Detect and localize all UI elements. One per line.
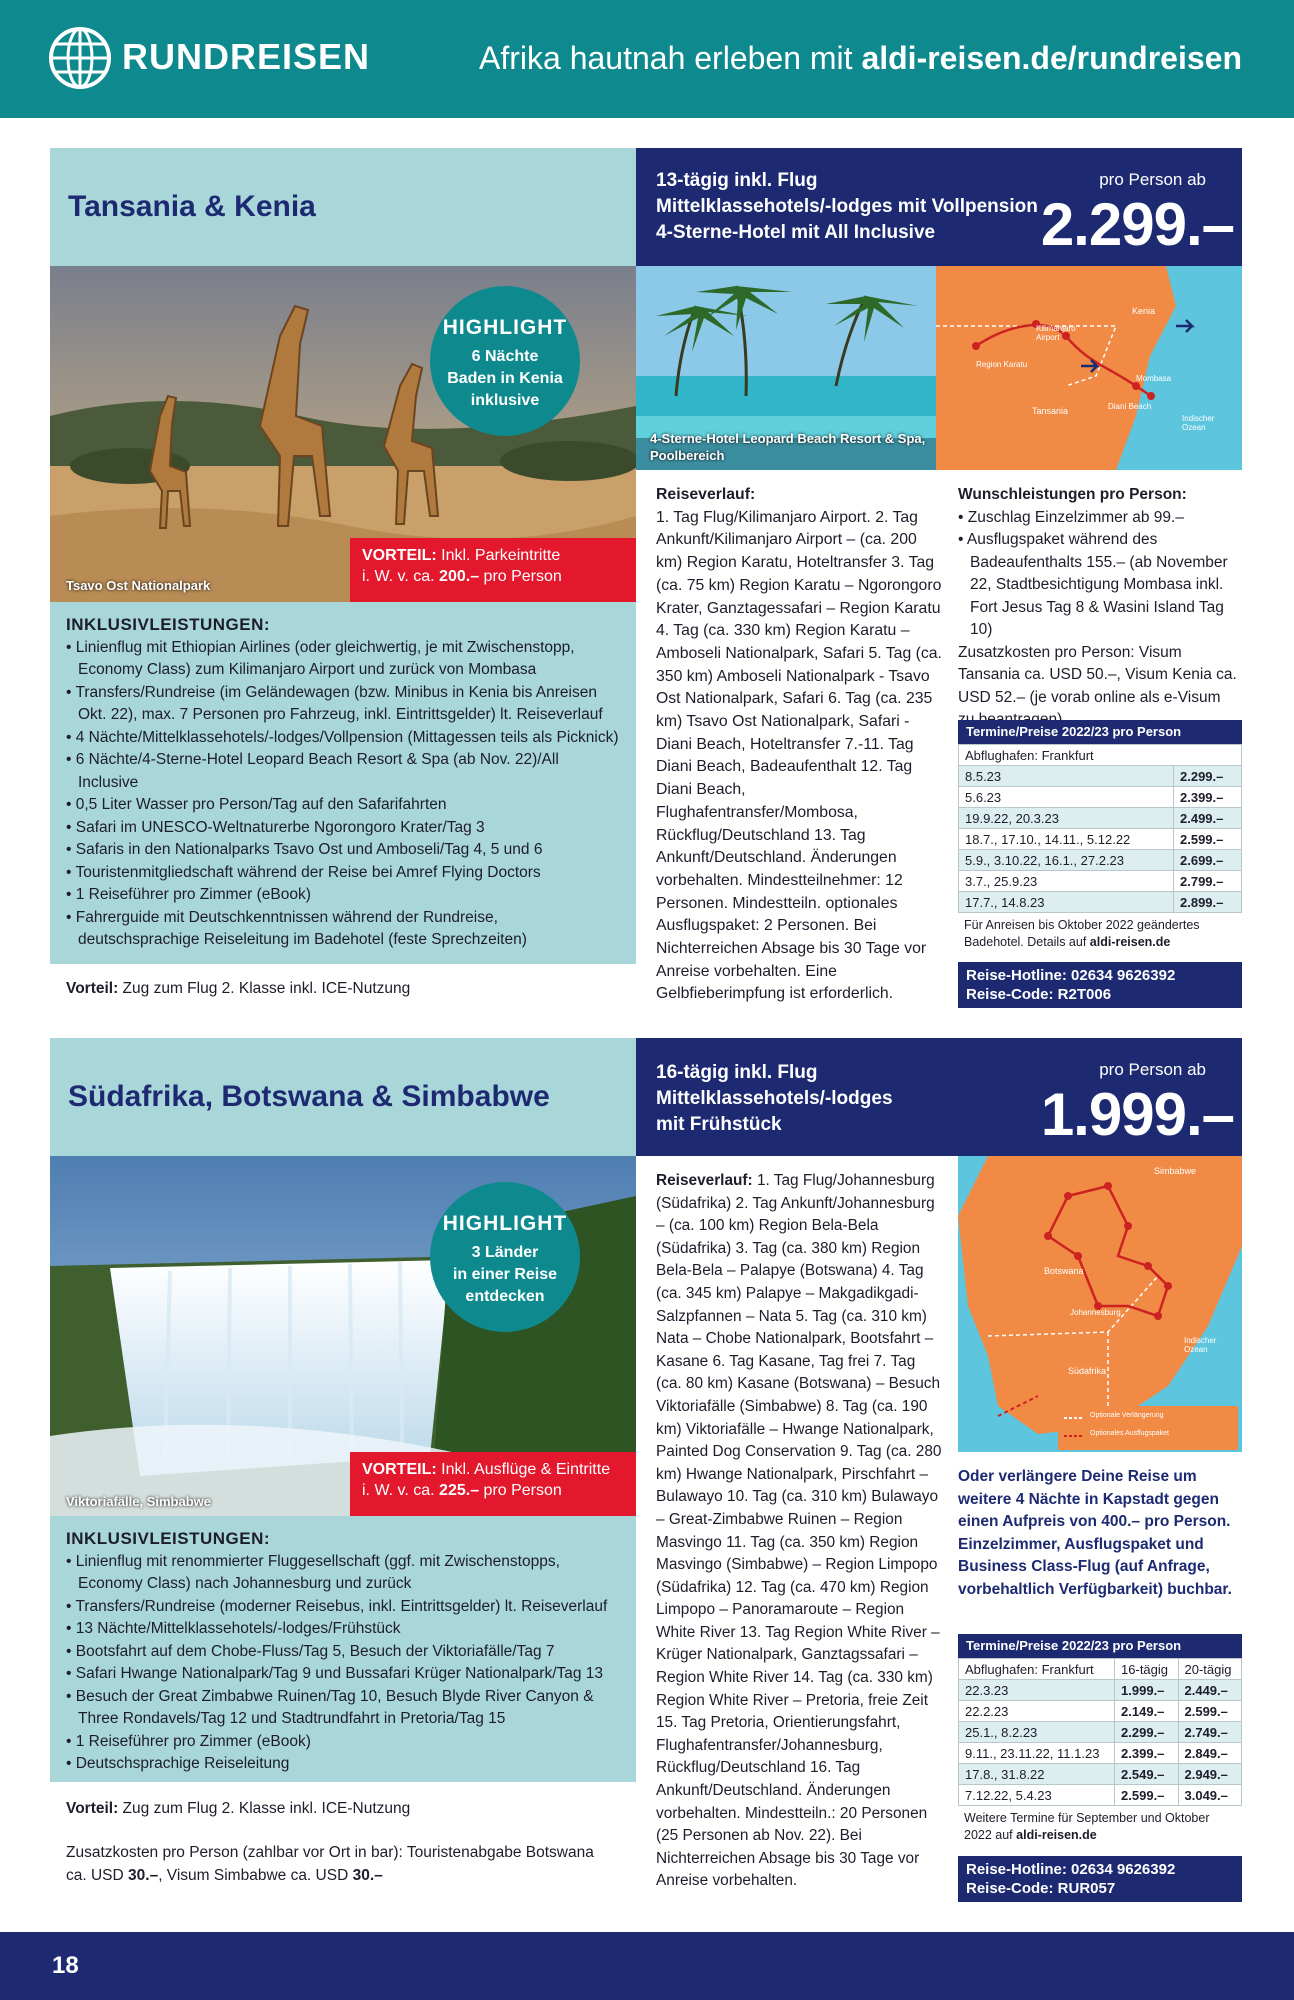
- trip2-duration-line-2: Mittelklassehotels/-lodges: [656, 1088, 893, 1109]
- table-cell: 18.7., 17.10., 14.11., 5.12.22: [959, 829, 1174, 850]
- trip2-itinerary-text: 1. Tag Flug/Johannesburg (Südafrika) 2. Tag Ankunft/Johannesburg – (ca. 100 km) Region Bela-Bela (Südafrika) 3. Tag (ca. 380 km) Region Bela-Bela – Palapye (Botswana) 4. Tag (ca. 345 km) Palapye – Makgadikgadi-Salzpfannen – Nata 5. Tag (ca. 310 km) Nata – Chobe Nationalpark, Bootsfahrt – Kasane 6. Tag Kasane, Tag frei 7. Tag (ca. 80 km) Kasane (Botswana) – Besuch Viktoriafälle (Simbabwe) 8. Tag (ca. 190 km) Viktoriafälle – Hwange Nationalpark, Painted Dog Conservation 9. Tag (ca. 280 km) Hwange Nationalpark, Pirschfahrt – Bulawayo 10. Tag (ca. 310 km) Bulawayo – Great-Zimbabwe Ruinen – Region Masvingo 11. Tag (ca. 350 km) Region Masvingo (Simbabwe) – Region Limpopo (Südafrika) 12. Tag (ca. 470 km) Region Limpopo – Panoramaroute – Region White River 13. Tag Region White River – Krüger Nationalpark, Ganztagssafari – Region White River 14. Tag (ca. 330 km) Region White River – Pretoria, freie Zeit 15. Tag Pretoria, Orientierungsfahrt, Flughafentransfer/Johannesburg, Rückflug/Deutschland 16. Tag Ankunft/Deutschland. Änderungen vorbehalten. Mindestteiln.: 20 Personen (25 Personen ab Nov. 22). Bei Nichterreichen Absage bis 30 Tage vor Anreise vorbehalten.: [656, 1172, 942, 1890]
- trip2-route-map: [958, 1156, 1242, 1452]
- table-row: [959, 829, 1242, 850]
- list-item: • Safaris in den Nationalparks Tsavo Ost und Amboseli/Tag 4, 5 und 6: [66, 839, 620, 862]
- trip1-inclusions: [50, 602, 636, 964]
- trip1-table-title: Termine/Preise 2022/23 pro Person: [958, 720, 1242, 744]
- map1-label-ocean: Indischer Ozean: [1182, 414, 1215, 432]
- table-cell: 2.299.–: [1115, 1722, 1178, 1743]
- table-row: [959, 766, 1242, 787]
- trip1-photo-caption: Tsavo Ost Nationalpark: [66, 578, 211, 593]
- trip2-title: Südafrika, Botswana & Simbabwe: [68, 1080, 550, 1113]
- trip2-extra-costs-a: 30.–: [128, 1866, 159, 1884]
- table-cell: 2.599.–: [1174, 829, 1242, 850]
- trip2-code: Reise-Code: RUR057: [966, 1880, 1116, 1897]
- trip1-vorteil-note-text: Zug zum Flug 2. Klasse inkl. ICE-Nutzung: [118, 980, 411, 997]
- table-cell: 22.2.23: [959, 1701, 1115, 1722]
- trip1-table-note-link[interactable]: aldi-reisen.de: [1089, 935, 1171, 949]
- map2-label-simbabwe: Simbabwe: [1154, 1166, 1197, 1176]
- trip2-table-title: Termine/Preise 2022/23 pro Person: [958, 1634, 1242, 1658]
- map1-label-kilimanjaro: Kilimanjaro Airport: [1036, 324, 1076, 342]
- trip1-itinerary: [656, 484, 942, 1006]
- list-item: • Deutschsprachige Reiseleitung: [66, 1753, 620, 1776]
- trip1-itinerary-title: Reiseverlauf:: [656, 486, 756, 503]
- trip2-itinerary: [656, 1170, 942, 1893]
- list-item: • 13 Nächte/Mittelklassehotels/-lodges/Frühstück: [66, 1618, 620, 1641]
- table-cell: 25.1., 8.2.23: [959, 1722, 1115, 1743]
- list-item: • Zuschlag Einzelzimmer ab 99.–: [958, 507, 1240, 530]
- map2-label-botswana: Botswana: [1044, 1266, 1084, 1276]
- table-row: [959, 1743, 1242, 1764]
- list-item: • 1 Reiseführer pro Zimmer (eBook): [66, 1731, 620, 1754]
- trip2-itinerary-title: Reiseverlauf:: [656, 1172, 753, 1189]
- table-cell: 1.999.–: [1115, 1680, 1178, 1701]
- table-cell: 2.399.–: [1174, 787, 1242, 808]
- trip1-price-label: pro Person ab: [1099, 170, 1206, 189]
- trip1-itinerary-text: 1. Tag Flug/Kilimanjaro Airport. 2. Tag Ankunft/Kilimanjaro Airport – (ca. 200 km) Region Karatu, Hoteltransfer 3. Tag (ca. 75 km) Region Karatu – Ngorongoro Krater, Ganztagessafari – Region Karatu 4. Tag (ca. 330 km) Region Karatu – Amboseli Nationalpark, Safari 5. Tag (ca. 350 km) Amboseli Nationalpark - Tsavo Ost Nationalpark, Safari 6. Tag (ca. 235 km) Tsavo Ost Nationalpark, Safari - Diani Beach, Hoteltransfer 7.-11. Tag Diani Beach, Badeaufenthalt 12. Tag Diani Beach, Flughafentransfer/Mombosa, Rückflug/Deutschland 13. Tag Ankunft/Deutschland. Änderungen vorbehalten. Mindestteilnehmer: 12 Personen. Mindestteiln. optionales Ausflugspaket: 2 Personen. Bei Nichterreichen Absage bis 30 Tage vor Anreise vorbehalten. Eine Gelbfieberimpfung ist erforderlich.: [656, 508, 942, 1003]
- tagline-link[interactable]: aldi-reisen.de/rundreisen: [861, 40, 1242, 76]
- trip1-duration-line-2: Mittelklassehotels/-lodges mit Vollpension: [656, 196, 1038, 217]
- list-item: • 0,5 Liter Wasser pro Person/Tag auf den Safarifahrten: [66, 794, 620, 817]
- table-cell: 19.9.22, 20.3.23: [959, 808, 1174, 829]
- trip2-photo-caption: Viktoriafälle, Simbabwe: [66, 1494, 211, 1509]
- table-header-cell: 16-tägig: [1115, 1659, 1178, 1680]
- trip1-price: 2.299.–: [1040, 191, 1234, 258]
- table-cell: 8.5.23: [959, 766, 1174, 787]
- list-item: • Transfers/Rundreise (moderner Reisebus, inkl. Eintrittsgelder) lt. Reiseverlauf: [66, 1596, 620, 1619]
- map2-legend-2: Optionales Ausflugspaket: [1090, 1430, 1169, 1437]
- table-row: [959, 808, 1242, 829]
- trip1-price-bar: [636, 148, 1242, 266]
- table-cell: 5.6.23: [959, 787, 1174, 808]
- table-cell: 17.8., 31.8.22: [959, 1764, 1115, 1785]
- map1-label-tansania: Tansania: [1032, 406, 1069, 416]
- map1-label-kenia: Kenia: [1132, 306, 1156, 316]
- table-cell: 2.699.–: [1174, 850, 1242, 871]
- map2-label-suedafrika: Südafrika: [1068, 1366, 1107, 1376]
- trip2-inclusions-list: [66, 1551, 620, 1776]
- table-row: [959, 1701, 1242, 1722]
- list-item: • Ausflugspaket während des Badeaufenthalts 155.– (ab November 22, Stadtbesichtigung Mombasa inkl. Fort Jesus Tag 8 & Wasini Island Tag 10): [958, 529, 1240, 642]
- table-cell: 3.7., 25.9.23: [959, 871, 1174, 892]
- trip2-highlight-badge: [430, 1182, 580, 1332]
- trip1-highlight-line-1: 6 Nächte: [471, 348, 539, 365]
- page-header: [0, 0, 1294, 118]
- table-cell: 3.049.–: [1178, 1785, 1242, 1806]
- trip1-code: Reise-Code: R2T006: [966, 986, 1112, 1003]
- table-cell: 2.449.–: [1178, 1680, 1242, 1701]
- table-cell: 2.849.–: [1178, 1743, 1242, 1764]
- map1-label-diani: Diani Beach: [1108, 402, 1152, 411]
- table-row: [959, 1722, 1242, 1743]
- table-cell: 5.9., 3.10.22, 16.1., 27.2.23: [959, 850, 1174, 871]
- list-item: • 4 Nächte/Mittelklassehotels/-lodges/Vollpension (Mittagessen teils als Picknick): [66, 727, 620, 750]
- table-row: [959, 1785, 1242, 1806]
- list-item: • Bootsfahrt auf dem Chobe-Fluss/Tag 5, Besuch der Viktoriafälle/Tag 7: [66, 1641, 620, 1664]
- list-item: • Linienflug mit Ethiopian Airlines (oder gleichwertig, je mit Zwischenstopp, Economy Class) zum Kilimanjaro Airport und zurück von Mombasa: [66, 637, 620, 682]
- trip1-hotel-caption: 4-Sterne-Hotel Leopard Beach Resort & Spa, Poolbereich: [650, 431, 926, 463]
- table-cell: 22.3.23: [959, 1680, 1115, 1701]
- trip2-table-note-text: Weitere Termine für September und Oktober 2022 auf: [964, 1811, 1210, 1842]
- trip2-vorteil-note-text: Zug zum Flug 2. Klasse inkl. ICE-Nutzung: [118, 1800, 411, 1817]
- trip2-hotline[interactable]: Reise-Hotline: 02634 9626392: [966, 1861, 1176, 1878]
- trip2-extra-costs-mid: , Visum Simbabwe ca. USD: [158, 1866, 353, 1884]
- trip2-table: [958, 1658, 1242, 1806]
- trip1-vorteil-badge: [350, 538, 636, 602]
- table-row: [959, 871, 1242, 892]
- trip2-hotline-box: [958, 1856, 1242, 1902]
- table-cell: 2.149.–: [1115, 1701, 1178, 1722]
- trip1-vorteil-text1: Inkl. Parkeintritte: [436, 547, 561, 564]
- trip1-vorteil-text2: i. W. v. ca.: [362, 568, 440, 585]
- trip1-duration-line-1: 13-tägig inkl. Flug: [656, 170, 818, 191]
- trip1-duration-line-3: 4-Sterne-Hotel mit All Inclusive: [656, 222, 936, 243]
- map2-label-ocean: Indischer Ozean: [1184, 1336, 1217, 1354]
- table-row: [959, 745, 1242, 766]
- list-item: • Safari im UNESCO-Weltnaturerbe Ngorongoro Krater/Tag 3: [66, 817, 620, 840]
- trip1-hotline-box: [958, 962, 1242, 1008]
- map2-label-johannesburg: Johannesburg: [1070, 1308, 1121, 1317]
- brand-title: RUNDREISEN: [122, 36, 371, 77]
- trip1-hotline[interactable]: Reise-Hotline: 02634 9626392: [966, 967, 1176, 984]
- table-row: [959, 850, 1242, 871]
- table-row: [959, 1680, 1242, 1701]
- trip2-inclusions: [50, 1516, 636, 1782]
- header-tagline[interactable]: [479, 40, 1242, 77]
- trip2-price: 1.999.–: [1040, 1081, 1234, 1148]
- trip1-table-sub: Abflughafen: Frankfurt: [959, 745, 1242, 766]
- trip1-extra-costs: Zusatzkosten pro Person: Visum Tansania ca. USD 50.–, Visum Kenia ca. USD 52.– (je vorab online als e-Visum: [958, 643, 1237, 706]
- trip1-duration: [656, 168, 1038, 246]
- trip2-vorteil-badge: [350, 1452, 636, 1516]
- trip2-extra-costs-pre: Zusatzkosten pro Person (zahlbar vor Ort in bar): Touristenabgabe Botswana ca. USD: [66, 1844, 594, 1884]
- trip1-table-note: [958, 913, 1242, 955]
- trip2-vorteil-note: [66, 1798, 626, 1821]
- trip1-highlight-line-2: Baden in Kenia: [447, 370, 563, 387]
- trip2-extra-costs: [66, 1842, 606, 1887]
- trip2-vorteil-text1: Inkl. Ausflüge & Eintritte: [436, 1461, 611, 1478]
- trip1-highlight-title: HIGHLIGHT: [442, 316, 568, 339]
- list-item: • 6 Nächte/4-Sterne-Hotel Leopard Beach Resort & Spa (ab Nov. 22)/All Inclusive: [66, 749, 620, 794]
- table-cell: 2.599.–: [1115, 1785, 1178, 1806]
- list-item: • Transfers/Rundreise (im Geländewagen (bzw. Minibus in Kenia bis Anreisen Okt. 22), max. 7 Personen pro Fahrzeug, inkl. Eintrittsgelder) lt. Reiseverlauf: [66, 682, 620, 727]
- table-cell: 2.599.–: [1178, 1701, 1242, 1722]
- trip2-title-bar: [50, 1038, 636, 1156]
- trip2-highlight-line-2: in einer Reise: [452, 1266, 558, 1283]
- globe-icon: [48, 26, 112, 90]
- trip1-inclusions-title: INKLUSIVLEISTUNGEN:: [66, 615, 271, 634]
- table-cell: 2.399.–: [1115, 1743, 1178, 1764]
- trip1-extras: [958, 484, 1240, 732]
- trip1-vorteil-text3: pro Person: [479, 568, 562, 585]
- table-cell: 2.549.–: [1115, 1764, 1178, 1785]
- map2-legend-1: Optionale Verlängerung: [1090, 1412, 1164, 1419]
- trip2-duration-line-1: 16-tägig inkl. Flug: [656, 1062, 818, 1083]
- trip2-highlight-line-3: entdecken: [465, 1288, 545, 1305]
- table-cell: 2.899.–: [1174, 892, 1242, 913]
- table-row: [959, 1764, 1242, 1785]
- map1-label-mombasa: Mombasa: [1136, 374, 1172, 383]
- page-number: 18: [52, 1952, 79, 1979]
- trip2-table-note-link[interactable]: aldi-reisen.de: [1016, 1828, 1097, 1842]
- trip2-vorteil-text2: i. W. v. ca.: [362, 1482, 440, 1499]
- trip1-route-map: [936, 266, 1242, 470]
- trip1-vorteil-amount: 200.–: [439, 568, 480, 585]
- trip1-title: Tansania & Kenia: [68, 190, 316, 223]
- table-cell: 17.7., 14.8.23: [959, 892, 1174, 913]
- table-cell: 2.799.–: [1174, 871, 1242, 892]
- trip2-price-bar: [636, 1038, 1242, 1156]
- trip2-highlight-line-1: 3 Länder: [471, 1244, 539, 1261]
- table-cell: 2.949.–: [1178, 1764, 1242, 1785]
- trip1-highlight-badge: [430, 286, 580, 436]
- trip2-vorteil-text3: pro Person: [479, 1482, 562, 1499]
- trip2-vorteil-label: VORTEIL:: [362, 1461, 437, 1478]
- tagline-text: Afrika hautnah erleben mit: [479, 40, 862, 76]
- trip2-inclusions-title: INKLUSIVLEISTUNGEN:: [66, 1529, 271, 1548]
- trip1-vorteil-label: VORTEIL:: [362, 547, 437, 564]
- trip2-duration-line-3: mit Frühstück: [656, 1114, 782, 1135]
- trip1-vorteil-note-label: Vorteil:: [66, 980, 119, 997]
- trip2-extra-costs-b: 30.–: [352, 1866, 383, 1884]
- table-header-cell: 20-tägig: [1178, 1659, 1242, 1680]
- trip2-table-note: [958, 1806, 1242, 1848]
- trip1-price-table: [958, 720, 1242, 955]
- trip1-highlight-line-3: inklusive: [470, 392, 540, 409]
- trip2-vorteil-note-label: Vorteil:: [66, 1800, 119, 1817]
- table-row: [959, 892, 1242, 913]
- map1-label-karatu: Region Karatu: [976, 360, 1028, 369]
- trip1-inclusions-list: [66, 637, 620, 952]
- trip2-price-label: pro Person ab: [1099, 1060, 1206, 1079]
- trip1-title-bar: [50, 148, 636, 266]
- trip2-price-table: [958, 1634, 1242, 1848]
- trip2-table-sub: Abflughafen: Frankfurt: [959, 1659, 1115, 1680]
- list-item: • 1 Reiseführer pro Zimmer (eBook): [66, 884, 620, 907]
- table-cell: 2.299.–: [1174, 766, 1242, 787]
- trip1-giraffe-photo: [50, 266, 636, 602]
- page-footer: [0, 1932, 1294, 2000]
- table-cell: 9.11., 23.11.22, 11.1.23: [959, 1743, 1115, 1764]
- list-item: • Safari Hwange Nationalpark/Tag 9 und Bussafari Krüger Nationalpark/Tag 13: [66, 1663, 620, 1686]
- trip2-waterfall-photo: [50, 1156, 636, 1516]
- trip1-hotel-photo: [636, 266, 936, 470]
- trip2-highlight-title: HIGHLIGHT: [442, 1212, 568, 1235]
- trip1-table: [958, 744, 1242, 913]
- list-item: • Linienflug mit renommierter Fluggesellschaft (ggf. mit Zwischenstopps, Economy Class) nach Johannesburg und zurück: [66, 1551, 620, 1596]
- trip2-duration: [656, 1060, 893, 1138]
- list-item: • Touristenmitgliedschaft während der Reise bei Amref Flying Doctors: [66, 862, 620, 885]
- trip1-table-note-text: Für Anreisen bis Oktober 2022 geändertes Badehotel. Details auf: [964, 918, 1200, 949]
- table-row: [959, 787, 1242, 808]
- list-item: • Besuch der Great Zimbabwe Ruinen/Tag 10, Besuch Blyde River Canyon & Three Rondavels/Tag 12 und Stadtrundfahrt in Pretoria/Tag 15: [66, 1686, 620, 1731]
- trip2-vorteil-amount: 225.–: [439, 1482, 480, 1499]
- table-cell: 2.499.–: [1174, 808, 1242, 829]
- trip1-vorteil-note: [66, 978, 626, 1001]
- list-item: • Fahrerguide mit Deutschkenntnissen während der Rundreise, deutschsprachige Reiseleitung im Badehotel (feste Sprechzeiten): [66, 907, 620, 952]
- trip1-extras-title: Wunschleistungen pro Person:: [958, 486, 1187, 503]
- table-row: [959, 1659, 1242, 1680]
- table-cell: 2.749.–: [1178, 1722, 1242, 1743]
- table-cell: 7.12.22, 5.4.23: [959, 1785, 1115, 1806]
- trip2-extension-note: Oder verlängere Deine Reise um weitere 4 Nächte in Kapstadt gegen einen Aufpreis von 400.– pro Person. Einzelzimmer, Ausflugspaket und Business Class-Flug (auf Anfrage, vorbehaltlich Verfügbarkeit) buchbar.: [958, 1468, 1232, 1598]
